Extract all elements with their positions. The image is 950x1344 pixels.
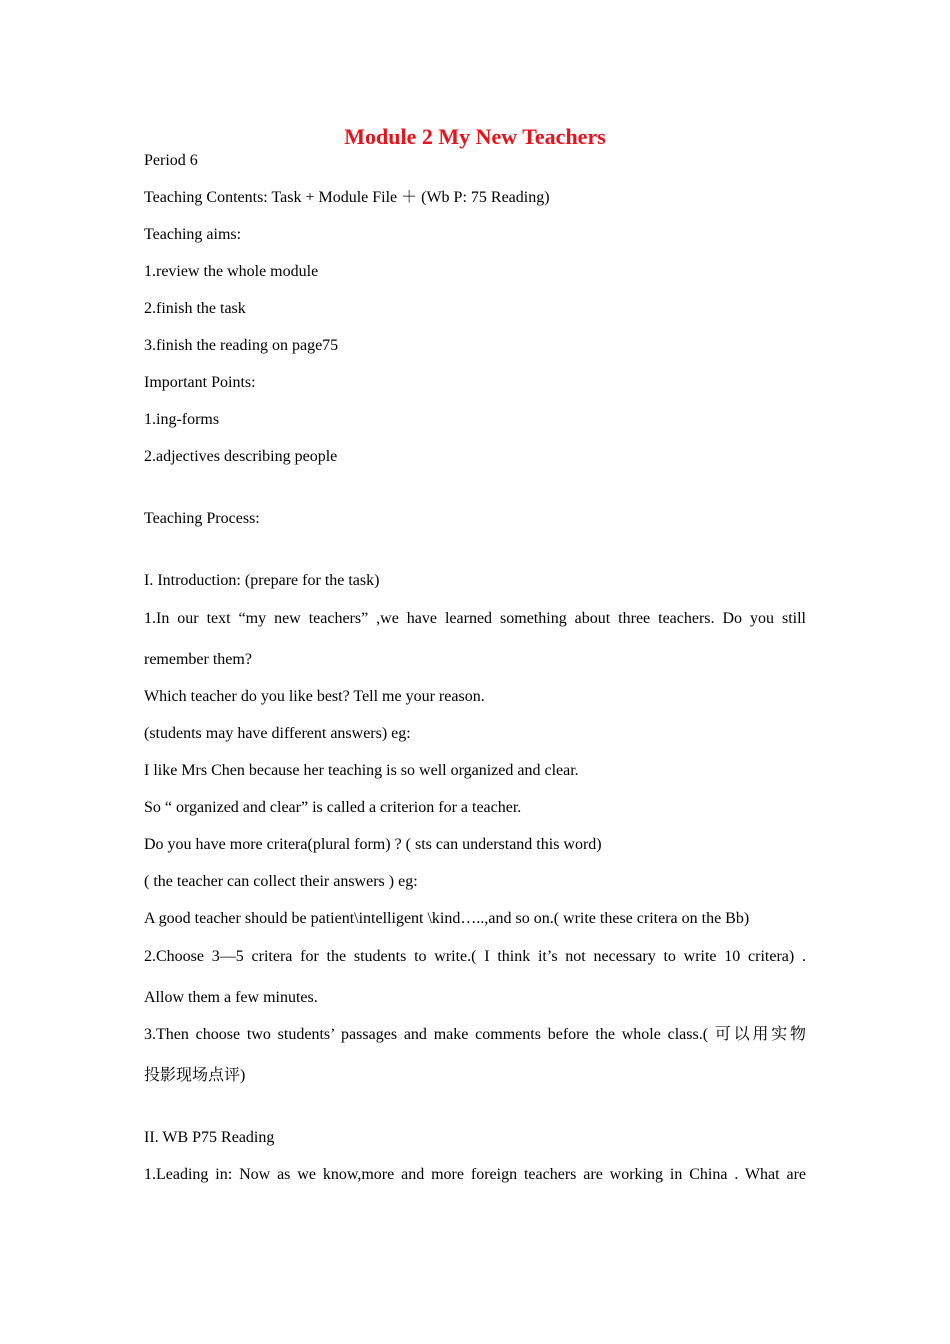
paragraph-line: 1.In our text “my new teachers” ,we have learned something about three teachers. Do you still — [144, 610, 806, 627]
paragraph-line: remember them? — [144, 651, 252, 668]
paragraph-line: So “ organized and clear” is called a criterion for a teacher. — [144, 799, 522, 816]
paragraph-line: ( the teacher can collect their answers ) eg: — [144, 873, 418, 890]
aim-item-1: 1.review the whole module — [144, 263, 319, 280]
important-points-heading: Important Points: — [144, 374, 256, 391]
paragraph-line: Allow them a few minutes. — [144, 989, 318, 1006]
aim-item-2: 2.finish the task — [144, 300, 246, 317]
paragraph-line: 1.Leading in: Now as we know,more and more foreign teachers are working in China . What are — [144, 1166, 806, 1183]
paragraph-line: Which teacher do you like best? Tell me your reason. — [144, 688, 485, 705]
paragraph-line: A good teacher should be patient\intelligent \kind…..,and so on.( write these critera on the Bb) — [144, 910, 750, 927]
paragraph-line: 投影现场点评) — [144, 1067, 246, 1084]
paragraph-line: I like Mrs Chen because her teaching is so well organized and clear. — [144, 762, 579, 779]
paragraph-line: 3.Then choose two students’ passages and make comments before the whole class.( 可以用实物 — [144, 1026, 806, 1043]
paragraph-line: Do you have more critera(plural form) ? ( sts can understand this word) — [144, 836, 602, 853]
teaching-aims-heading: Teaching aims: — [144, 226, 242, 243]
aim-item-3: 3.finish the reading on page75 — [144, 337, 339, 354]
period-line: Period 6 — [144, 152, 198, 169]
document-title: Module 2 My New Teachers — [344, 124, 606, 149]
section-1-heading: I. Introduction: (prepare for the task) — [144, 572, 380, 589]
paragraph-line: (students may have different answers) eg: — [144, 725, 411, 742]
paragraph-line: 2.Choose 3—5 critera for the students to write.( I think it’s not necessary to write 10 critera) . — [144, 948, 806, 965]
point-item-2: 2.adjectives describing people — [144, 448, 338, 465]
teaching-process-heading: Teaching Process: — [144, 510, 260, 527]
point-item-1: 1.ing-forms — [144, 411, 220, 428]
teaching-contents-line: Teaching Contents: Task + Module File ＋ (Wb P: 75 Reading) — [144, 189, 550, 206]
section-2-heading: II. WB P75 Reading — [144, 1129, 275, 1146]
